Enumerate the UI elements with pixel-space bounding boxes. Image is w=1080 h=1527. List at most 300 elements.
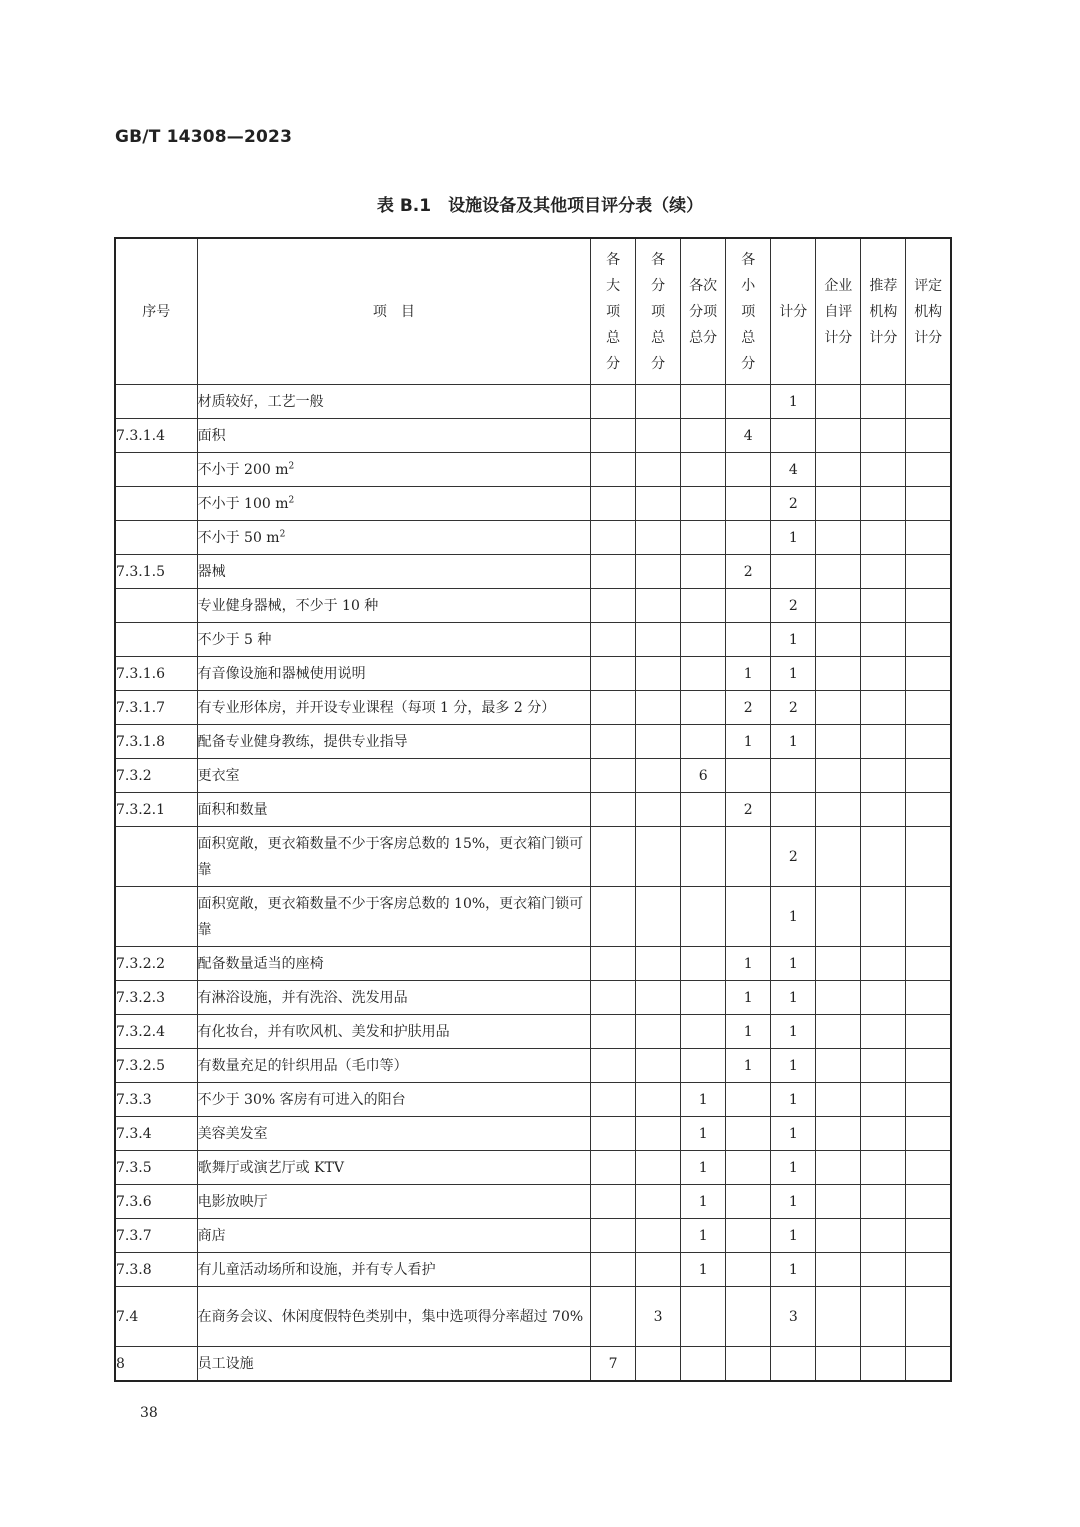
sub-total-cell (636, 725, 681, 759)
major-total-cell (591, 691, 636, 725)
minor-total-cell (681, 827, 726, 887)
table-row (115, 1015, 951, 1049)
self-score-cell (816, 887, 861, 947)
table-row (115, 1253, 951, 1287)
small-total-cell: 4 (726, 419, 771, 453)
sub-total-cell (636, 419, 681, 453)
assess-score-cell (906, 1049, 951, 1083)
table-row (115, 1287, 951, 1347)
table-row (115, 759, 951, 793)
minor-total-cell (681, 887, 726, 947)
small-total-cell (726, 1287, 771, 1347)
row-number-cell: 7.3.1.5 (115, 555, 197, 589)
self-score-cell (816, 555, 861, 589)
row-number-cell: 7.3.2.4 (115, 1015, 197, 1049)
sub-total-cell (636, 793, 681, 827)
self-score-cell (816, 827, 861, 887)
self-score-cell (816, 589, 861, 623)
table-row (115, 1151, 951, 1185)
minor-total-cell (681, 1015, 726, 1049)
row-number-cell: 7.3.1.6 (115, 657, 197, 691)
small-total-cell: 1 (726, 981, 771, 1015)
row-number-cell: 7.3.7 (115, 1219, 197, 1253)
row-number-cell (115, 589, 197, 623)
recommend-score-cell (861, 453, 906, 487)
row-item-cell: 美容美发室 (197, 1117, 590, 1151)
major-total-cell (591, 657, 636, 691)
self-score-cell (816, 623, 861, 657)
minor-total-cell: 1 (681, 1117, 726, 1151)
score-cell: 1 (771, 623, 816, 657)
small-total-cell (726, 1117, 771, 1151)
self-score-cell (816, 1117, 861, 1151)
minor-total-cell (681, 521, 726, 555)
small-total-cell: 2 (726, 691, 771, 725)
self-score-cell (816, 1287, 861, 1347)
minor-total-cell: 1 (681, 1219, 726, 1253)
table-row (115, 793, 951, 827)
row-number-cell: 7.4 (115, 1287, 197, 1347)
row-item-cell: 有化妆台，并有吹风机、美发和护肤用品 (197, 1015, 590, 1049)
row-item-cell: 在商务会议、休闲度假特色类别中，集中选项得分率超过 70% (197, 1287, 590, 1347)
row-number-cell: 7.3.6 (115, 1185, 197, 1219)
score-cell: 2 (771, 691, 816, 725)
table-caption: 表 B.1 设施设备及其他项目评分表（续） (376, 196, 704, 216)
major-total-cell (591, 759, 636, 793)
row-number-cell: 7.3.2.2 (115, 947, 197, 981)
sub-total-cell (636, 1049, 681, 1083)
row-item-cell: 不小于 100 $m^2$ (197, 487, 590, 521)
recommend-score-cell (861, 793, 906, 827)
self-score-cell (816, 1049, 861, 1083)
table-row (115, 691, 951, 725)
self-score-cell (816, 947, 861, 981)
self-score-cell (816, 1219, 861, 1253)
major-total-cell (591, 1219, 636, 1253)
small-total-cell: 2 (726, 555, 771, 589)
major-total-cell (591, 1083, 636, 1117)
row-item-cell: 有音像设施和器械使用说明 (197, 657, 590, 691)
col-header-major-total: 各大项总分 (591, 238, 636, 385)
assess-score-cell (906, 1253, 951, 1287)
table-row (115, 1185, 951, 1219)
table-row (115, 1049, 951, 1083)
minor-total-cell (681, 793, 726, 827)
row-item-cell: 配备专业健身教练，提供专业指导 (197, 725, 590, 759)
recommend-score-cell (861, 1219, 906, 1253)
assess-score-cell (906, 691, 951, 725)
row-number-cell: 7.3.1.8 (115, 725, 197, 759)
recommend-score-cell (861, 1083, 906, 1117)
self-score-cell (816, 385, 861, 419)
row-number-cell: 7.3.1.7 (115, 691, 197, 725)
table-row (115, 725, 951, 759)
row-number-cell: 7.3.2.3 (115, 981, 197, 1015)
assess-score-cell (906, 1151, 951, 1185)
row-item-cell: 员工设施 (197, 1347, 590, 1382)
table-row (115, 487, 951, 521)
table-row (115, 555, 951, 589)
col-header-minor-total: 各次分项总分 (681, 238, 726, 385)
score-cell: 1 (771, 521, 816, 555)
major-total-cell: 7 (591, 1347, 636, 1382)
table-row (115, 887, 951, 947)
self-score-cell (816, 521, 861, 555)
score-cell: 1 (771, 385, 816, 419)
self-score-cell (816, 1253, 861, 1287)
col-header-small-total: 各小项总分 (726, 238, 771, 385)
small-total-cell (726, 1151, 771, 1185)
row-item-cell: 有专业形体房，并开设专业课程（每项 1 分，最多 2 分） (197, 691, 590, 725)
row-number-cell (115, 887, 197, 947)
row-number-cell: 7.3.3 (115, 1083, 197, 1117)
assess-score-cell (906, 1117, 951, 1151)
minor-total-cell: 6 (681, 759, 726, 793)
row-item-cell: 有淋浴设施，并有洗浴、洗发用品 (197, 981, 590, 1015)
minor-total-cell (681, 981, 726, 1015)
score-cell (771, 419, 816, 453)
recommend-score-cell (861, 981, 906, 1015)
minor-total-cell (681, 691, 726, 725)
major-total-cell (591, 1049, 636, 1083)
row-item-cell: 有儿童活动场所和设施，并有专人看护 (197, 1253, 590, 1287)
recommend-score-cell (861, 947, 906, 981)
table-row (115, 1117, 951, 1151)
minor-total-cell (681, 555, 726, 589)
assess-score-cell (906, 1287, 951, 1347)
small-total-cell: 1 (726, 1049, 771, 1083)
minor-total-cell: 1 (681, 1083, 726, 1117)
major-total-cell (591, 1287, 636, 1347)
sub-total-cell (636, 623, 681, 657)
score-cell: 1 (771, 1253, 816, 1287)
row-number-cell (115, 453, 197, 487)
table-row (115, 657, 951, 691)
assess-score-cell (906, 555, 951, 589)
assess-score-cell (906, 759, 951, 793)
assess-score-cell (906, 1347, 951, 1382)
minor-total-cell: 1 (681, 1185, 726, 1219)
assess-score-cell (906, 947, 951, 981)
row-item-cell: 电影放映厅 (197, 1185, 590, 1219)
small-total-cell (726, 487, 771, 521)
major-total-cell (591, 419, 636, 453)
assess-score-cell (906, 589, 951, 623)
minor-total-cell: 1 (681, 1253, 726, 1287)
major-total-cell (591, 521, 636, 555)
self-score-cell (816, 725, 861, 759)
col-header-self-score: 企业自评计分 (816, 238, 861, 385)
col-header-score: 计分 (771, 238, 816, 385)
self-score-cell (816, 453, 861, 487)
row-number-cell: 7.3.1.4 (115, 419, 197, 453)
minor-total-cell (681, 589, 726, 623)
assess-score-cell (906, 1083, 951, 1117)
table-row (115, 521, 951, 555)
self-score-cell (816, 981, 861, 1015)
minor-total-cell (681, 657, 726, 691)
small-total-cell: 1 (726, 1015, 771, 1049)
self-score-cell (816, 1151, 861, 1185)
self-score-cell (816, 487, 861, 521)
score-cell: 1 (771, 1049, 816, 1083)
score-cell: 1 (771, 947, 816, 981)
row-item-cell: 商店 (197, 1219, 590, 1253)
row-item-cell: 配备数量适当的座椅 (197, 947, 590, 981)
major-total-cell (591, 453, 636, 487)
minor-total-cell: 1 (681, 1151, 726, 1185)
recommend-score-cell (861, 1151, 906, 1185)
row-number-cell: 7.3.2 (115, 759, 197, 793)
major-total-cell (591, 1185, 636, 1219)
self-score-cell (816, 657, 861, 691)
row-item-cell: 不小于 50 $m^2$ (197, 521, 590, 555)
major-total-cell (591, 827, 636, 887)
scoring-table (114, 237, 952, 1382)
assess-score-cell (906, 1015, 951, 1049)
small-total-cell (726, 1253, 771, 1287)
minor-total-cell (681, 385, 726, 419)
major-total-cell (591, 947, 636, 981)
row-item-cell: 面积和数量 (197, 793, 590, 827)
small-total-cell: 2 (726, 793, 771, 827)
small-total-cell (726, 589, 771, 623)
row-item-cell: 器械 (197, 555, 590, 589)
table-row (115, 827, 951, 887)
small-total-cell (726, 453, 771, 487)
row-number-cell: 7.3.8 (115, 1253, 197, 1287)
major-total-cell (591, 725, 636, 759)
row-number-cell: 7.3.4 (115, 1117, 197, 1151)
table-row (115, 623, 951, 657)
minor-total-cell (681, 487, 726, 521)
row-item-cell: 专业健身器械，不少于 10 种 (197, 589, 590, 623)
self-score-cell (816, 1083, 861, 1117)
score-cell: 1 (771, 725, 816, 759)
minor-total-cell (681, 947, 726, 981)
recommend-score-cell (861, 725, 906, 759)
row-item-cell: 面积 (197, 419, 590, 453)
sub-total-cell (636, 555, 681, 589)
table-row (115, 1083, 951, 1117)
self-score-cell (816, 1347, 861, 1382)
row-number-cell: 7.3.2.1 (115, 793, 197, 827)
score-cell: 2 (771, 589, 816, 623)
sub-total-cell (636, 1347, 681, 1382)
small-total-cell (726, 1347, 771, 1382)
score-cell: 3 (771, 1287, 816, 1347)
row-number-cell (115, 385, 197, 419)
small-total-cell: 1 (726, 657, 771, 691)
table-row (115, 1347, 951, 1382)
minor-total-cell (681, 419, 726, 453)
sub-total-cell (636, 691, 681, 725)
score-cell: 1 (771, 657, 816, 691)
row-number-cell (115, 623, 197, 657)
sub-total-cell (636, 981, 681, 1015)
recommend-score-cell (861, 1049, 906, 1083)
recommend-score-cell (861, 521, 906, 555)
sub-total-cell (636, 487, 681, 521)
major-total-cell (591, 555, 636, 589)
recommend-score-cell (861, 623, 906, 657)
small-total-cell (726, 827, 771, 887)
self-score-cell (816, 419, 861, 453)
col-header-no: 序号 (115, 238, 197, 385)
sub-total-cell (636, 827, 681, 887)
minor-total-cell (681, 453, 726, 487)
score-cell (771, 793, 816, 827)
small-total-cell: 1 (726, 947, 771, 981)
table-row (115, 947, 951, 981)
row-item-cell: 有数量充足的针织用品（毛巾等） (197, 1049, 590, 1083)
small-total-cell (726, 521, 771, 555)
assess-score-cell (906, 1185, 951, 1219)
major-total-cell (591, 385, 636, 419)
major-total-cell (591, 981, 636, 1015)
self-score-cell (816, 1015, 861, 1049)
minor-total-cell (681, 1287, 726, 1347)
major-total-cell (591, 589, 636, 623)
assess-score-cell (906, 623, 951, 657)
assess-score-cell (906, 887, 951, 947)
assess-score-cell (906, 419, 951, 453)
minor-total-cell (681, 1347, 726, 1382)
recommend-score-cell (861, 1287, 906, 1347)
sub-total-cell (636, 657, 681, 691)
row-number-cell: 7.3.5 (115, 1151, 197, 1185)
standard-code: GB/T 14308—2023 (115, 127, 293, 147)
assess-score-cell (906, 521, 951, 555)
assess-score-cell (906, 981, 951, 1015)
recommend-score-cell (861, 419, 906, 453)
table-row (115, 385, 951, 419)
score-cell: 2 (771, 827, 816, 887)
small-total-cell: 1 (726, 725, 771, 759)
score-cell: 1 (771, 1083, 816, 1117)
recommend-score-cell (861, 385, 906, 419)
recommend-score-cell (861, 1347, 906, 1382)
row-item-cell: 不小于 200 $m^2$ (197, 453, 590, 487)
row-item-cell: 面积宽敞，更衣箱数量不少于客房总数的 10%，更衣箱门锁可靠 (197, 887, 590, 947)
col-header-item: 项 目 (197, 238, 590, 385)
score-cell (771, 759, 816, 793)
score-cell: 1 (771, 1219, 816, 1253)
row-item-cell: 不少于 30% 客房有可进入的阳台 (197, 1083, 590, 1117)
row-number-cell: 7.3.2.5 (115, 1049, 197, 1083)
score-cell: 2 (771, 487, 816, 521)
small-total-cell (726, 1083, 771, 1117)
small-total-cell (726, 623, 771, 657)
recommend-score-cell (861, 1253, 906, 1287)
sub-total-cell (636, 1015, 681, 1049)
score-cell: 1 (771, 887, 816, 947)
sub-total-cell (636, 385, 681, 419)
sub-total-cell (636, 1117, 681, 1151)
table-row (115, 981, 951, 1015)
assess-score-cell (906, 657, 951, 691)
score-cell: 1 (771, 1151, 816, 1185)
major-total-cell (591, 623, 636, 657)
score-cell: 4 (771, 453, 816, 487)
major-total-cell (591, 887, 636, 947)
small-total-cell (726, 385, 771, 419)
sub-total-cell (636, 521, 681, 555)
col-header-recommend-score: 推荐机构计分 (861, 238, 906, 385)
table-row (115, 1219, 951, 1253)
small-total-cell (726, 887, 771, 947)
score-cell (771, 555, 816, 589)
row-item-cell: 面积宽敞，更衣箱数量不少于客房总数的 15%，更衣箱门锁可靠 (197, 827, 590, 887)
major-total-cell (591, 793, 636, 827)
sub-total-cell (636, 759, 681, 793)
sub-total-cell (636, 453, 681, 487)
table-row (115, 419, 951, 453)
recommend-score-cell (861, 1117, 906, 1151)
assess-score-cell (906, 453, 951, 487)
row-item-cell: 不少于 5 种 (197, 623, 590, 657)
sub-total-cell (636, 1253, 681, 1287)
assess-score-cell (906, 725, 951, 759)
score-cell: 1 (771, 1117, 816, 1151)
table-header-row (115, 238, 951, 385)
self-score-cell (816, 793, 861, 827)
recommend-score-cell (861, 691, 906, 725)
row-item-cell: 歌舞厅或演艺厅或 KTV (197, 1151, 590, 1185)
major-total-cell (591, 1117, 636, 1151)
recommend-score-cell (861, 555, 906, 589)
score-cell: 1 (771, 981, 816, 1015)
minor-total-cell (681, 725, 726, 759)
row-number-cell (115, 827, 197, 887)
small-total-cell (726, 759, 771, 793)
sub-total-cell (636, 1083, 681, 1117)
table-row (115, 453, 951, 487)
row-item-cell: 材质较好，工艺一般 (197, 385, 590, 419)
minor-total-cell (681, 1049, 726, 1083)
recommend-score-cell (861, 759, 906, 793)
col-header-sub-total: 各分项总分 (636, 238, 681, 385)
sub-total-cell (636, 1219, 681, 1253)
assess-score-cell (906, 1219, 951, 1253)
recommend-score-cell (861, 589, 906, 623)
recommend-score-cell (861, 1185, 906, 1219)
self-score-cell (816, 1185, 861, 1219)
row-number-cell: 8 (115, 1347, 197, 1382)
major-total-cell (591, 1253, 636, 1287)
sub-total-cell (636, 589, 681, 623)
score-cell: 1 (771, 1015, 816, 1049)
assess-score-cell (906, 385, 951, 419)
score-cell: 1 (771, 1185, 816, 1219)
table-row (115, 589, 951, 623)
page-number: 38 (140, 1405, 158, 1421)
row-number-cell (115, 521, 197, 555)
major-total-cell (591, 1015, 636, 1049)
assess-score-cell (906, 827, 951, 887)
small-total-cell (726, 1185, 771, 1219)
recommend-score-cell (861, 827, 906, 887)
sub-total-cell: 3 (636, 1287, 681, 1347)
minor-total-cell (681, 623, 726, 657)
self-score-cell (816, 759, 861, 793)
col-header-assess-score: 评定机构计分 (906, 238, 951, 385)
sub-total-cell (636, 887, 681, 947)
recommend-score-cell (861, 657, 906, 691)
recommend-score-cell (861, 487, 906, 521)
major-total-cell (591, 487, 636, 521)
assess-score-cell (906, 487, 951, 521)
